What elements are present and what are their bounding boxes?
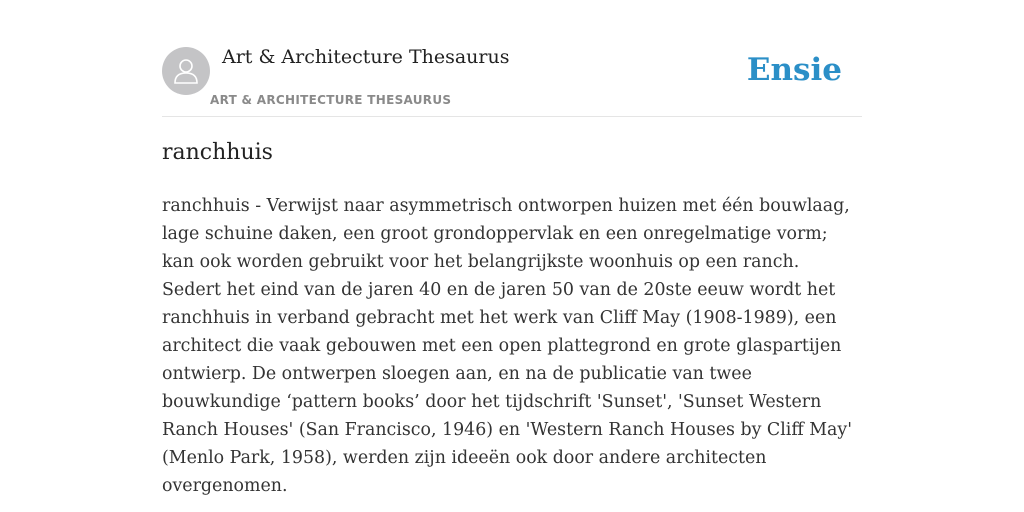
avatar[interactable]: [162, 47, 210, 95]
brand-logo[interactable]: Ensie: [746, 52, 842, 88]
source-title[interactable]: Art & Architecture Thesaurus: [222, 46, 510, 68]
user-icon: [171, 56, 201, 86]
definition-text: ranchhuis - Verwijst naar asymmetrisch ontworpen huizen met één bouwlaag, lage schuine daken, een groot grondoppervlak en een onregelmatige vorm; kan ook worden gebruikt voor het belangrijkste woonhuis op een ranch. Sedert het eind van de jaren 40 en de jaren 50 van de 20ste eeuw wordt het ranchhuis in verband gebracht met het werk van Cliff May (1908-1989), een architect die vaak gebouwen met een open plattegrond en grote glaspartijen ontwierp. De ontwerpen sloegen aan, en na de publicatie van twee bouwkundige ‘pattern books’ door het tijdschrift 'Sunset', 'Sunset Western Ranch Houses' (San Francisco, 1946) en 'Western Ranch Houses by Cliff May' (Menlo Park, 1958), werden zijn ideeën ook door andere architecten overgenomen.: [162, 196, 853, 496]
page-title: ranchhuis: [162, 140, 273, 165]
source-header: [162, 40, 862, 117]
source-subtitle: ART & ARCHITECTURE THESAURUS: [210, 93, 452, 107]
